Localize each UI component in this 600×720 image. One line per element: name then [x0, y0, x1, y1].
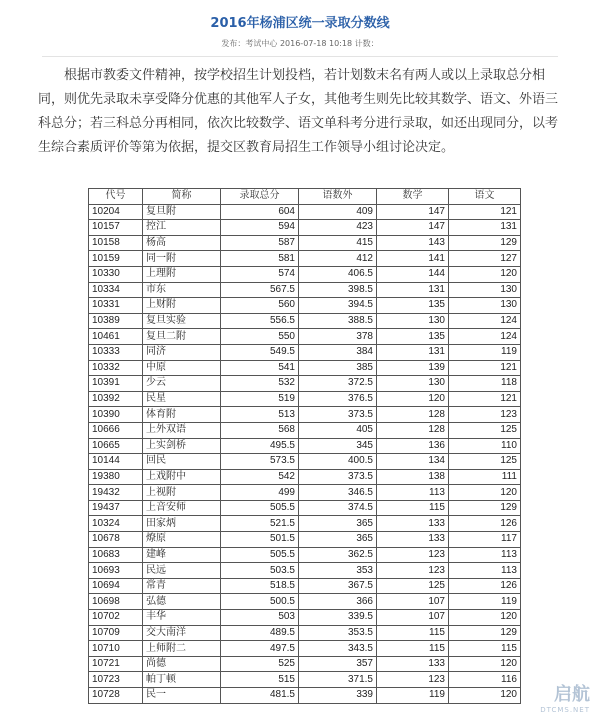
cell-code: 10461 [89, 329, 143, 345]
cell-name: 建峰 [143, 547, 221, 563]
cell-three-subjects: 357 [299, 656, 377, 672]
cell-code: 10694 [89, 578, 143, 594]
article-meta: 发布：考试中心 2016-07-18 10:18 计数： [221, 39, 379, 48]
cell-code: 10723 [89, 672, 143, 688]
cell-chinese: 113 [449, 563, 521, 579]
cell-name: 中原 [143, 360, 221, 376]
cell-three-subjects: 373.5 [299, 407, 377, 423]
cell-three-subjects: 388.5 [299, 313, 377, 329]
cell-code: 10728 [89, 688, 143, 704]
table-row [89, 672, 521, 688]
cell-code: 10389 [89, 313, 143, 329]
cell-chinese: 120 [449, 656, 521, 672]
cell-three-subjects: 373.5 [299, 469, 377, 485]
table-row [89, 516, 521, 532]
cell-math: 107 [377, 594, 449, 610]
table-row [89, 313, 521, 329]
cell-name: 杨高 [143, 235, 221, 251]
cell-math: 125 [377, 578, 449, 594]
cell-math: 138 [377, 469, 449, 485]
cell-code: 19437 [89, 500, 143, 516]
cell-total: 497.5 [221, 641, 299, 657]
cell-three-subjects: 423 [299, 220, 377, 236]
cell-total: 525 [221, 656, 299, 672]
cell-code: 10159 [89, 251, 143, 267]
cell-math: 147 [377, 220, 449, 236]
cell-three-subjects: 365 [299, 532, 377, 548]
cell-chinese: 129 [449, 500, 521, 516]
article-paragraph: 根据市教委文件精神，按学校招生计划投档，若计划数末名有两人或以上录取总分相同，则优先录取未享受降分优惠的其他军人子女，其他考生则先比较其数学、语文、外语三科总分；若三科总分再相同，依次比较数学、语文单科考分进行录取，如还出现同分，以考生综合素质评价等第为依据，提交区教育局招生工作领导小组讨论决定。 [38, 68, 559, 155]
cell-math: 123 [377, 547, 449, 563]
cell-total: 549.5 [221, 344, 299, 360]
cell-total: 568 [221, 422, 299, 438]
table-row [89, 344, 521, 360]
cell-code: 10721 [89, 656, 143, 672]
cell-math: 133 [377, 656, 449, 672]
table-row [89, 407, 521, 423]
table-row [89, 563, 521, 579]
cell-name: 市东 [143, 282, 221, 298]
site-watermark [540, 680, 590, 714]
column-header-chinese: 语文 [449, 189, 521, 205]
cell-chinese: 124 [449, 329, 521, 345]
cell-name: 田家炳 [143, 516, 221, 532]
cell-code: 10709 [89, 625, 143, 641]
watermark-domain: DTCMS.NET [540, 706, 590, 714]
cell-math: 139 [377, 360, 449, 376]
cell-total: 513 [221, 407, 299, 423]
table-row [89, 610, 521, 626]
cell-name: 燎原 [143, 532, 221, 548]
cell-three-subjects: 385 [299, 360, 377, 376]
table-row [89, 438, 521, 454]
cell-three-subjects: 400.5 [299, 454, 377, 470]
cell-math: 134 [377, 454, 449, 470]
table-row [89, 298, 521, 314]
cell-math: 144 [377, 266, 449, 282]
cell-math: 131 [377, 282, 449, 298]
cell-three-subjects: 365 [299, 516, 377, 532]
cell-total: 550 [221, 329, 299, 345]
cell-three-subjects: 406.5 [299, 266, 377, 282]
cell-chinese: 113 [449, 547, 521, 563]
table-row [89, 376, 521, 392]
cell-chinese: 123 [449, 407, 521, 423]
cell-code: 10693 [89, 563, 143, 579]
column-header-three-subjects: 语数外 [299, 189, 377, 205]
cell-three-subjects: 409 [299, 204, 377, 220]
cell-three-subjects: 405 [299, 422, 377, 438]
cell-total: 499 [221, 485, 299, 501]
cell-chinese: 129 [449, 235, 521, 251]
column-header-name: 简称 [143, 189, 221, 205]
cell-name: 复旦实验 [143, 313, 221, 329]
cell-total: 521.5 [221, 516, 299, 532]
table-header-row [89, 189, 521, 205]
cell-name: 上实剑桥 [143, 438, 221, 454]
cell-name: 体育附 [143, 407, 221, 423]
cell-code: 10710 [89, 641, 143, 657]
cell-math: 120 [377, 391, 449, 407]
cell-math: 135 [377, 298, 449, 314]
cell-code: 10334 [89, 282, 143, 298]
cell-total: 518.5 [221, 578, 299, 594]
table-row [89, 594, 521, 610]
table-row [89, 500, 521, 516]
cell-chinese: 111 [449, 469, 521, 485]
cell-name: 上财附 [143, 298, 221, 314]
cell-code: 10333 [89, 344, 143, 360]
column-header-math: 数学 [377, 189, 449, 205]
cell-three-subjects: 394.5 [299, 298, 377, 314]
cell-total: 541 [221, 360, 299, 376]
cell-total: 532 [221, 376, 299, 392]
cell-name: 复旦附 [143, 204, 221, 220]
cell-chinese: 119 [449, 594, 521, 610]
cell-name: 上师附二 [143, 641, 221, 657]
cell-chinese: 126 [449, 516, 521, 532]
table-row [89, 485, 521, 501]
cell-total: 505.5 [221, 547, 299, 563]
cell-name: 上视附 [143, 485, 221, 501]
cell-name: 同一附 [143, 251, 221, 267]
cell-math: 113 [377, 485, 449, 501]
cell-three-subjects: 412 [299, 251, 377, 267]
cell-name: 常青 [143, 578, 221, 594]
cell-total: 481.5 [221, 688, 299, 704]
cell-total: 501.5 [221, 532, 299, 548]
score-table-container [88, 188, 520, 704]
cell-math: 147 [377, 204, 449, 220]
cell-total: 604 [221, 204, 299, 220]
cell-total: 503 [221, 610, 299, 626]
cell-name: 上理附 [143, 266, 221, 282]
table-row [89, 266, 521, 282]
cell-code: 10390 [89, 407, 143, 423]
cell-chinese: 117 [449, 532, 521, 548]
cell-chinese: 110 [449, 438, 521, 454]
cell-math: 123 [377, 672, 449, 688]
cell-chinese: 121 [449, 391, 521, 407]
cell-name: 丰华 [143, 610, 221, 626]
cell-three-subjects: 378 [299, 329, 377, 345]
cell-math: 135 [377, 329, 449, 345]
cell-name: 复旦二附 [143, 329, 221, 345]
column-header-code: 代号 [89, 189, 143, 205]
cell-code: 10157 [89, 220, 143, 236]
cell-code: 10324 [89, 516, 143, 532]
cell-three-subjects: 362.5 [299, 547, 377, 563]
cell-math: 119 [377, 688, 449, 704]
cell-math: 107 [377, 610, 449, 626]
cell-three-subjects: 372.5 [299, 376, 377, 392]
cell-total: 495.5 [221, 438, 299, 454]
cell-name: 帕丁顿 [143, 672, 221, 688]
header-divider [42, 56, 558, 57]
cell-chinese: 130 [449, 298, 521, 314]
cell-name: 上外双语 [143, 422, 221, 438]
cell-name: 同济 [143, 344, 221, 360]
cell-math: 128 [377, 422, 449, 438]
table-row [89, 360, 521, 376]
score-table [88, 188, 521, 704]
table-row [89, 688, 521, 704]
cell-code: 10331 [89, 298, 143, 314]
cell-three-subjects: 384 [299, 344, 377, 360]
cell-total: 542 [221, 469, 299, 485]
table-row [89, 469, 521, 485]
cell-name: 回民 [143, 454, 221, 470]
cell-name: 民一 [143, 688, 221, 704]
cell-total: 560 [221, 298, 299, 314]
table-row [89, 625, 521, 641]
cell-math: 130 [377, 313, 449, 329]
cell-math: 131 [377, 344, 449, 360]
cell-three-subjects: 367.5 [299, 578, 377, 594]
table-row [89, 641, 521, 657]
cell-chinese: 118 [449, 376, 521, 392]
cell-math: 133 [377, 516, 449, 532]
cell-name: 控江 [143, 220, 221, 236]
cell-chinese: 120 [449, 266, 521, 282]
cell-chinese: 125 [449, 422, 521, 438]
cell-code: 10204 [89, 204, 143, 220]
table-row [89, 220, 521, 236]
cell-code: 10144 [89, 454, 143, 470]
cell-code: 10158 [89, 235, 143, 251]
table-row [89, 532, 521, 548]
watermark-logo-text: 启航 [554, 684, 590, 705]
cell-math: 141 [377, 251, 449, 267]
cell-three-subjects: 353.5 [299, 625, 377, 641]
cell-math: 115 [377, 641, 449, 657]
cell-math: 115 [377, 625, 449, 641]
table-row [89, 329, 521, 345]
cell-name: 弘德 [143, 594, 221, 610]
cell-chinese: 129 [449, 625, 521, 641]
cell-name: 上戏附中 [143, 469, 221, 485]
cell-three-subjects: 339.5 [299, 610, 377, 626]
cell-chinese: 120 [449, 485, 521, 501]
cell-name: 上音安师 [143, 500, 221, 516]
table-body [89, 204, 521, 703]
cell-math: 115 [377, 500, 449, 516]
table-row [89, 391, 521, 407]
cell-math: 143 [377, 235, 449, 251]
cell-math: 123 [377, 563, 449, 579]
cell-code: 10702 [89, 610, 143, 626]
table-row [89, 282, 521, 298]
table-row [89, 656, 521, 672]
cell-name: 少云 [143, 376, 221, 392]
cell-total: 489.5 [221, 625, 299, 641]
cell-three-subjects: 343.5 [299, 641, 377, 657]
cell-math: 133 [377, 532, 449, 548]
cell-code: 10698 [89, 594, 143, 610]
cell-total: 573.5 [221, 454, 299, 470]
cell-math: 136 [377, 438, 449, 454]
table-row [89, 251, 521, 267]
cell-three-subjects: 371.5 [299, 672, 377, 688]
cell-three-subjects: 376.5 [299, 391, 377, 407]
cell-chinese: 126 [449, 578, 521, 594]
table-row [89, 547, 521, 563]
cell-code: 10330 [89, 266, 143, 282]
cell-code: 10392 [89, 391, 143, 407]
cell-three-subjects: 415 [299, 235, 377, 251]
cell-math: 128 [377, 407, 449, 423]
cell-code: 19432 [89, 485, 143, 501]
cell-total: 581 [221, 251, 299, 267]
cell-name: 尚德 [143, 656, 221, 672]
table-row [89, 454, 521, 470]
cell-chinese: 125 [449, 454, 521, 470]
cell-name: 民星 [143, 391, 221, 407]
cell-chinese: 121 [449, 204, 521, 220]
cell-chinese: 120 [449, 610, 521, 626]
cell-chinese: 130 [449, 282, 521, 298]
cell-chinese: 131 [449, 220, 521, 236]
cell-three-subjects: 353 [299, 563, 377, 579]
cell-total: 515 [221, 672, 299, 688]
cell-total: 556.5 [221, 313, 299, 329]
cell-total: 519 [221, 391, 299, 407]
cell-three-subjects: 398.5 [299, 282, 377, 298]
cell-three-subjects: 345 [299, 438, 377, 454]
cell-three-subjects: 346.5 [299, 485, 377, 501]
cell-three-subjects: 374.5 [299, 500, 377, 516]
cell-code: 10391 [89, 376, 143, 392]
cell-total: 567.5 [221, 282, 299, 298]
cell-code: 10332 [89, 360, 143, 376]
cell-total: 574 [221, 266, 299, 282]
cell-name: 交大南洋 [143, 625, 221, 641]
cell-code: 10683 [89, 547, 143, 563]
cell-three-subjects: 339 [299, 688, 377, 704]
cell-code: 10666 [89, 422, 143, 438]
column-header-total: 录取总分 [221, 189, 299, 205]
cell-total: 500.5 [221, 594, 299, 610]
cell-total: 503.5 [221, 563, 299, 579]
cell-chinese: 116 [449, 672, 521, 688]
table-row [89, 422, 521, 438]
table-row [89, 204, 521, 220]
article-title: 2016年杨浦区统一录取分数线 [210, 16, 390, 31]
cell-chinese: 121 [449, 360, 521, 376]
cell-math: 130 [377, 376, 449, 392]
cell-name: 民远 [143, 563, 221, 579]
table-row [89, 235, 521, 251]
cell-total: 505.5 [221, 500, 299, 516]
cell-chinese: 119 [449, 344, 521, 360]
cell-total: 587 [221, 235, 299, 251]
cell-chinese: 124 [449, 313, 521, 329]
cell-chinese: 127 [449, 251, 521, 267]
cell-code: 10678 [89, 532, 143, 548]
cell-chinese: 115 [449, 641, 521, 657]
table-row [89, 578, 521, 594]
cell-code: 19380 [89, 469, 143, 485]
cell-three-subjects: 366 [299, 594, 377, 610]
cell-chinese: 120 [449, 688, 521, 704]
cell-total: 594 [221, 220, 299, 236]
cell-code: 10665 [89, 438, 143, 454]
